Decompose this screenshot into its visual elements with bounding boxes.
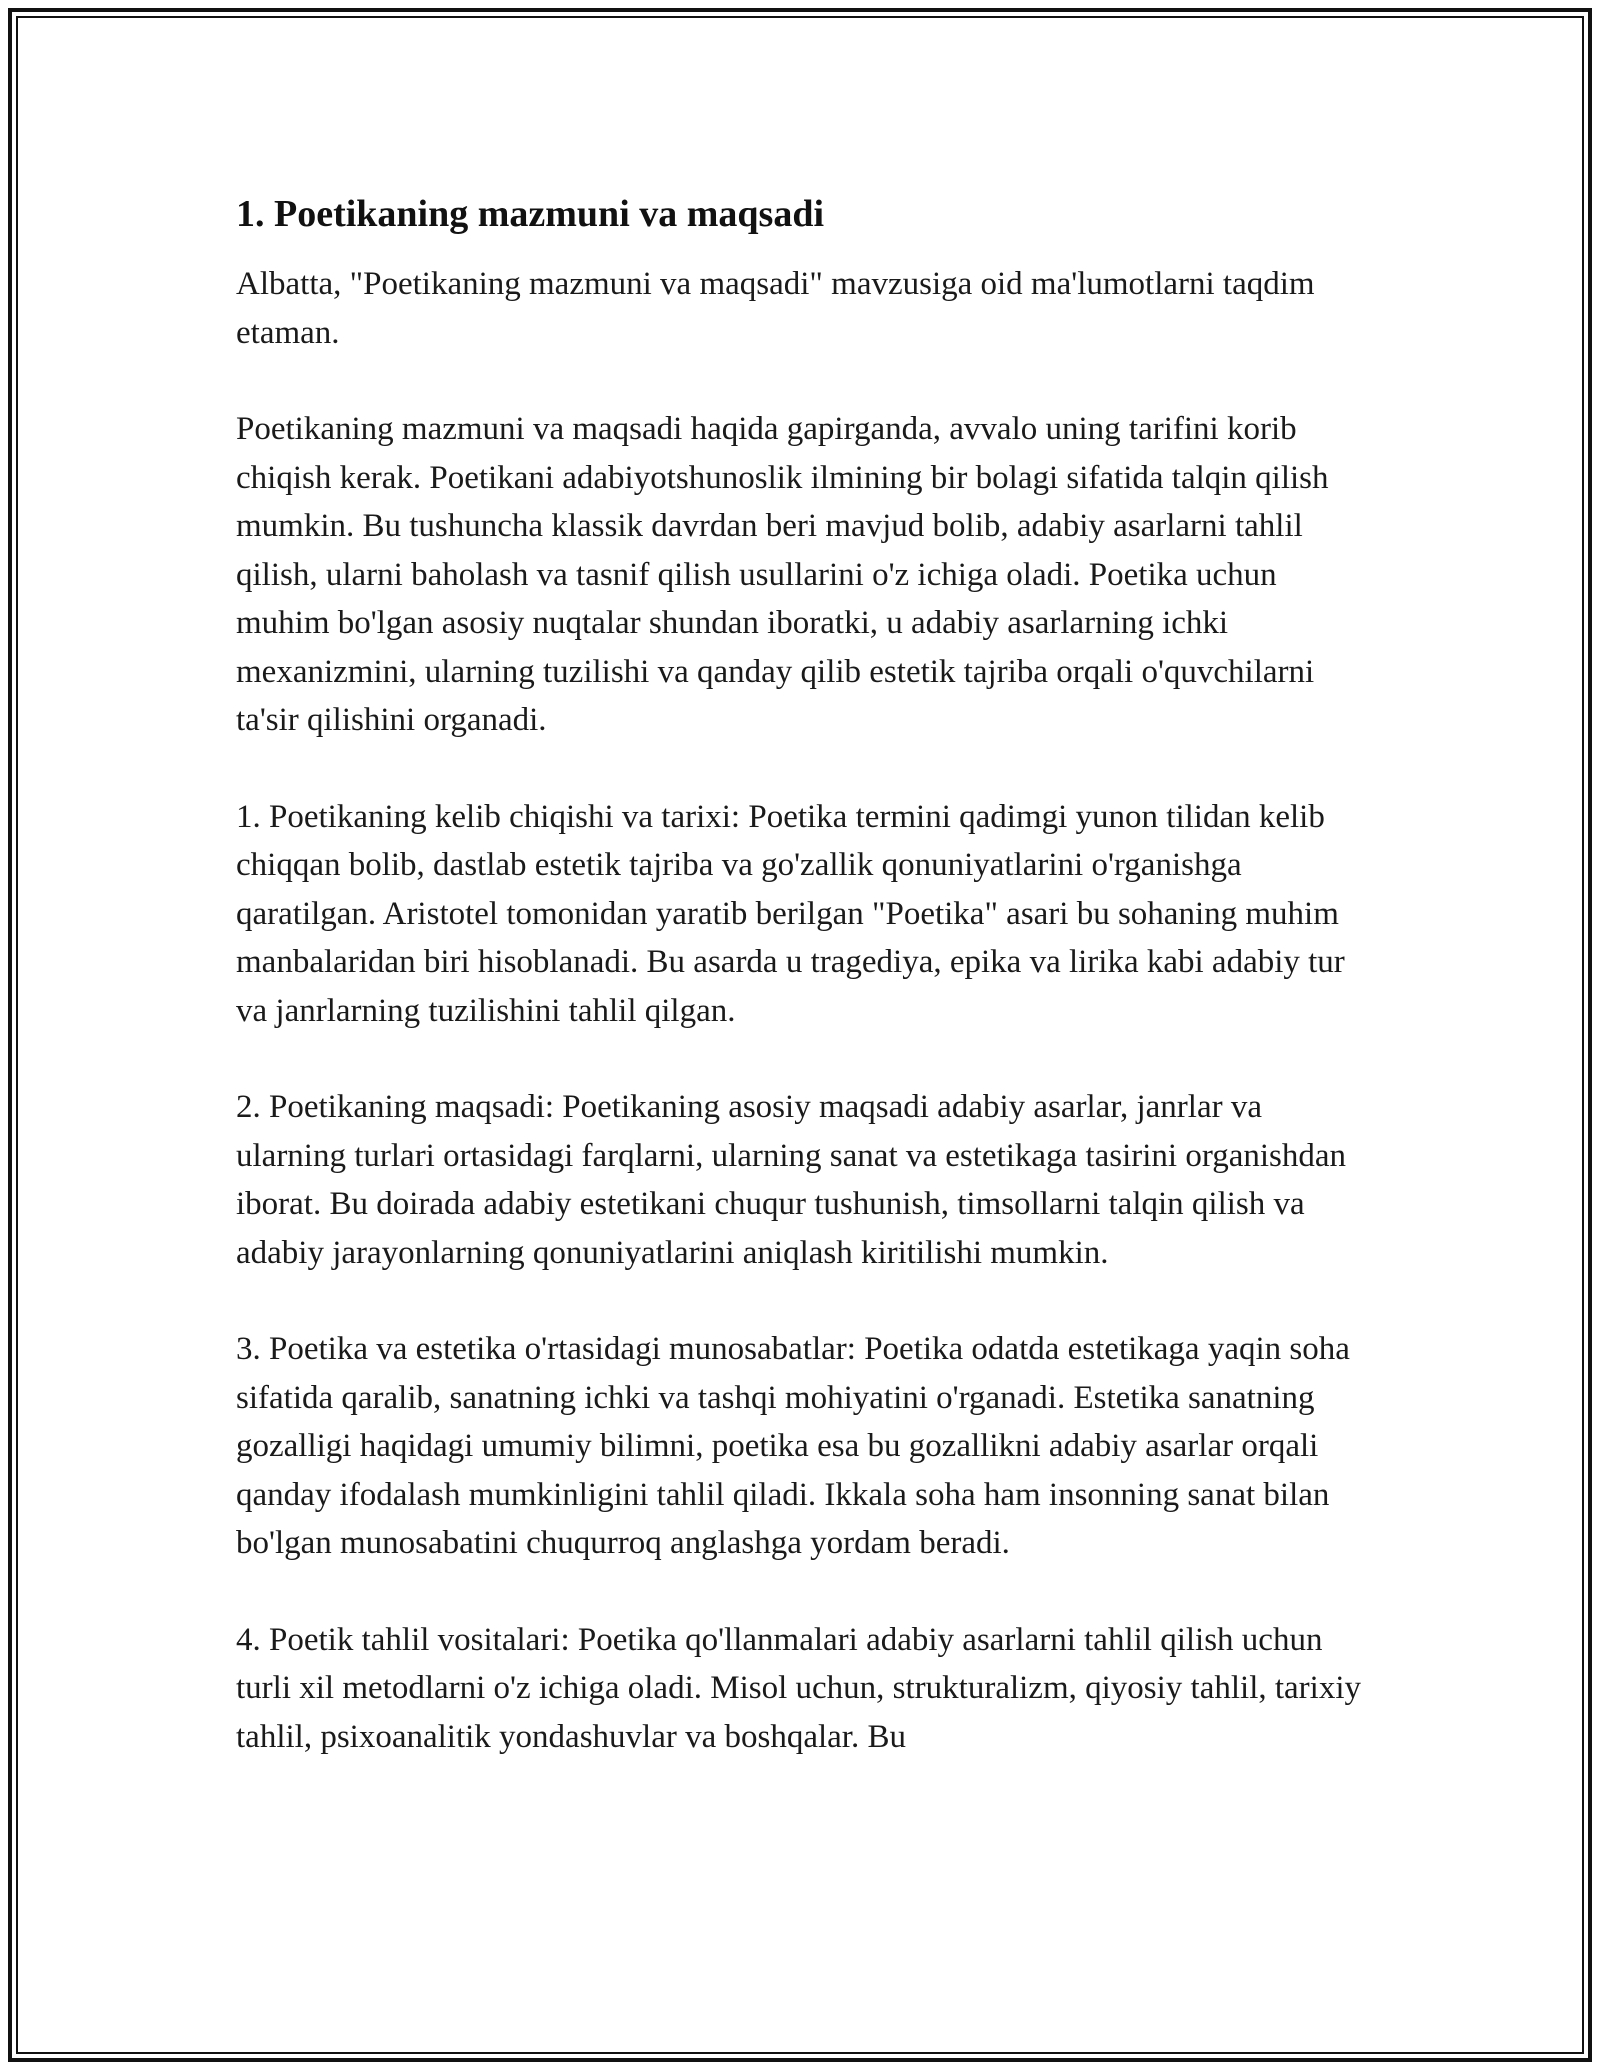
definition-paragraph: Poetikaning mazmuni va maqsadi haqida gapirganda, avvalo uning tarifini korib chiqish kerak. Poetikani adabiyotshunoslik ilmining bir bolagi sifatida talqin qilish mumkin. Bu tushuncha klassik davrdan beri mavjud bolib, adabiy asarlarni tahlil qilish, ularni baholash va tasnif qilish usullarini o'z ichiga oladi. Poetika uchun muhim bo'lgan asosiy nuqtalar shundan iboratki, u adabiy asarlarning ichki mexanizmini, ularning tuzilishi va qanday qilib estetik tajriba orqali o'quvchilarni ta'sir qilishini organadi. xyxy=(236,411,1329,738)
document-body xyxy=(236,184,1376,1809)
aesthetics-relation-paragraph: 3. Poetika va estetika o'rtasidagi munosabatlar: Poetika odatda estetikaga yaqin soha sifatida qaralib, sanatning ichki va tashqi mohiyatini o'rganadi. Estetika sanatning gozalligi haqidagi umumiy bilimni, poetika esa bu gozallikni adabiy asarlar orqali qanday ifodalash mumkinligini tahlil qiladi. Ikkala soha ham insonning sanat bilan bo'lgan munosabatini chuqurroq anglashga yordam beradi. xyxy=(236,1331,1350,1561)
analysis-tools-paragraph: 4. Poetik tahlil vositalari: Poetika qo'llanmalari adabiy asarlarni tahlil qilish uchun turli xil metodlarni o'z ichiga oladi. Misol uchun, strukturalizm, qiyosiy tahlil, tarixiy tahlil, psixoanalitik yondashuvlar va boshqalar. Bu xyxy=(236,1621,1362,1755)
origin-history-paragraph: 1. Poetikaning kelib chiqishi va tarixi: Poetika termini qadimgi yunon tilidan kelib chiqqan bolib, dastlab estetik tajriba va go'zallik qonuniyatlarini o'rganishga qaratilgan. Aristotel tomonidan yaratib berilgan "Poetika" asari bu sohaning muhim manbalaridan biri hisoblanadi. Bu asarda u tragediya, epika va lirika kabi adabiy tur va janrlarning tuzilishini tahlil qilgan. xyxy=(236,798,1345,1029)
section-heading: 1. Poetikaning mazmuni va maqsadi xyxy=(236,193,825,235)
purpose-paragraph: 2. Poetikaning maqsadi: Poetikaning asosiy maqsadi adabiy asarlar, janrlar va ularning turlari ortasidagi farqlarni, ularning sanat va estetikaga tasirini organishdan iborat. Bu doirada adabiy estetikani chuqur tushunish, timsollarni talqin qilish va adabiy jarayonlarning qonuniyatlarini aniqlash kiritilishi mumkin. xyxy=(236,1089,1347,1271)
intro-paragraph: Albatta, "Poetikaning mazmuni va maqsadi" mavzusiga oid ma'lumotlarni taqdim etaman. xyxy=(236,266,1315,351)
